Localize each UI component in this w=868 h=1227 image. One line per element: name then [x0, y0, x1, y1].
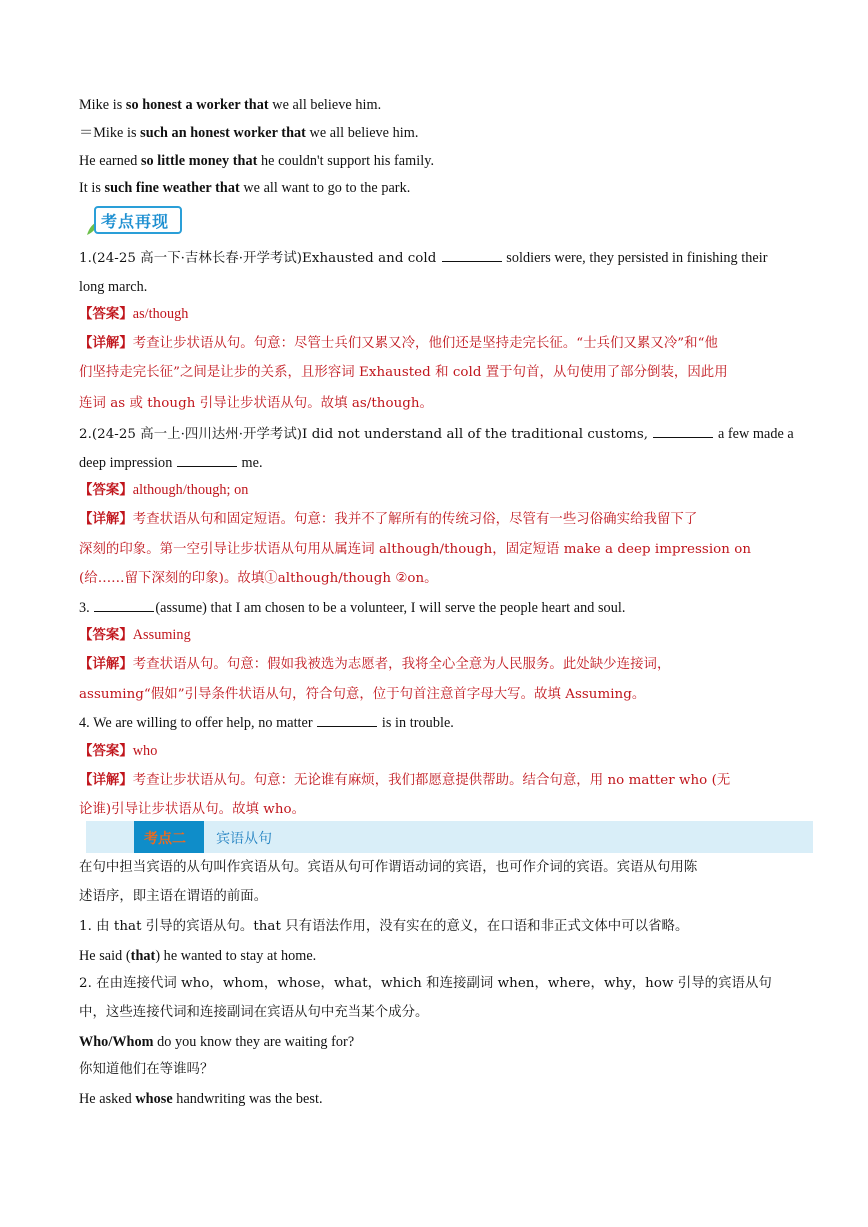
- answer-blank: [653, 425, 713, 438]
- answer-blank: [94, 599, 154, 612]
- example-sentence: [79, 179, 410, 197]
- example-sentence: [79, 96, 381, 114]
- rule-text: 1. 由 that 引导的宾语从句。that 只有语法作用，没有实在的意义，在口语和非正式文体中可以省略。: [79, 919, 689, 934]
- example-text: He asked: [79, 1091, 136, 1107]
- paragraph-text: 在句中担当宾语的从句叫作宾语从句。宾语从句可作谓语动词的宾语，也可作介词的宾语。宾语从句用陈: [79, 860, 698, 875]
- example-sentence: [79, 152, 434, 170]
- answer-tag: 【答案】: [79, 482, 133, 498]
- example-bold: such fine weather that: [104, 180, 240, 196]
- translation-text: 你知道他们在等谁吗？: [79, 1062, 214, 1077]
- answer-blank: [442, 249, 502, 262]
- example-sentence: [79, 1090, 323, 1108]
- detail-tag: 【详解】: [79, 772, 133, 788]
- answer-line: [79, 481, 248, 499]
- question-text: a few made a: [714, 426, 794, 442]
- question-text: is in trouble.: [378, 715, 454, 731]
- detail-text: 连词 as 或 though 引导让步状语从句。故填 as/though。: [79, 396, 433, 411]
- answer-blank: [177, 454, 237, 467]
- detail-text: 考查让步状语从句。句意：尽管士兵们又累又冷，他们还是坚持走完长征。“士兵们又累又冷”和“他: [132, 336, 718, 351]
- answer-line: [79, 742, 157, 760]
- detail-line: [79, 771, 730, 790]
- example-text: we all believe him.: [305, 125, 419, 141]
- example-bold: that: [130, 948, 156, 964]
- question-4: [79, 714, 454, 732]
- answer-tag: 【答案】: [79, 306, 133, 322]
- example-text: he couldn't support his family.: [257, 153, 435, 169]
- detail-line: [79, 510, 697, 529]
- rule-text: 2. 在由连接代词 who，whom，whose，what，which 和连接副词 when，where，why，how 引导的宾语从句: [79, 976, 772, 991]
- example-bold: so little money that: [140, 153, 258, 169]
- question-text: 2.(24-25 高一上·四川达州·开学考试)I did not understand all of the traditional customs,: [79, 427, 653, 442]
- detail-text: 论谁)引导让步状语从句。故填 who。: [79, 802, 306, 817]
- question-text: (assume) that I am chosen to be a volunteer, I will serve the people heart and soul.: [155, 600, 626, 616]
- question-text: deep impression: [79, 455, 176, 471]
- example-sentence: [79, 124, 418, 142]
- example-bold: whose: [135, 1091, 173, 1107]
- question-text: 3.: [79, 600, 94, 616]
- question-text: long march.: [79, 279, 148, 295]
- rule-text: 中，这些连接代词和连接副词在宾语从句中充当某个成分。: [79, 1005, 429, 1020]
- badge-label: 考点再现: [101, 212, 170, 231]
- example-sentence: [79, 1033, 354, 1051]
- example-text: Mike is: [79, 97, 126, 113]
- detail-text: 考查让步状语从句。句意：无论谁有麻烦，我们都愿意提供帮助。结合句意，用 no matter who (无: [132, 773, 731, 788]
- detail-line: [79, 334, 718, 353]
- answer-value: although/though; on: [132, 482, 249, 498]
- answer-value: Assuming: [132, 627, 191, 643]
- answer-line: [79, 626, 191, 644]
- example-text: ) he wanted to stay at home.: [155, 948, 317, 964]
- section-badge: [88, 204, 183, 236]
- example-text: do you know they are waiting for?: [153, 1034, 355, 1050]
- answer-tag: 【答案】: [79, 743, 133, 759]
- answer-tag: 【答案】: [79, 627, 133, 643]
- detail-text: 们坚持走完长征”之间是让步的关系，且形容词 Exhausted 和 cold 置于句首，从句使用了部分倒装，因此用: [79, 365, 728, 380]
- question-1: [79, 249, 768, 268]
- example-bold: Who/Whom: [79, 1034, 154, 1050]
- section-tag-label: 考点二: [144, 831, 186, 847]
- question-3: [79, 599, 625, 617]
- example-text: we all believe him.: [268, 97, 382, 113]
- answer-line: [79, 305, 188, 323]
- detail-tag: 【详解】: [79, 511, 133, 527]
- paragraph-text: 述语序，即主语在谓语的前面。: [79, 889, 268, 904]
- detail-text: 考查状语从句。句意：假如我被选为志愿者，我将全心全意为人民服务。此处缺少连接词，: [132, 657, 671, 672]
- section-title: 宾语从句: [216, 831, 272, 847]
- answer-blank: [317, 714, 377, 727]
- question-2: [79, 425, 794, 444]
- example-text: ＝Mike is: [79, 125, 141, 141]
- section-tag: [134, 821, 204, 853]
- example-sentence: [79, 947, 316, 965]
- detail-tag: 【详解】: [79, 335, 133, 351]
- detail-text: 考查状语从句和固定短语。句意：我并不了解所有的传统习俗，尽管有一些习俗确实给我留下了: [132, 512, 698, 527]
- example-text: He earned: [79, 153, 141, 169]
- example-text: He said (: [79, 948, 131, 964]
- answer-value: who: [132, 743, 158, 759]
- example-text: we all want to go to the park.: [239, 180, 411, 196]
- detail-line: [79, 655, 670, 674]
- question-text: [79, 454, 263, 472]
- question-text: soldiers were, they persisted in finishing their: [502, 250, 768, 266]
- detail-text: 深刻的印象。第一空引导让步状语从句用从属连词 although/though，固定短语 make a deep impression on: [79, 542, 752, 557]
- example-text: It is: [79, 180, 105, 196]
- detail-tag: 【详解】: [79, 656, 133, 672]
- example-text: handwriting was the best.: [172, 1091, 323, 1107]
- detail-text: assuming“假如”引导条件状语从句，符合句意，位于句首注意首字母大写。故填 Assuming。: [79, 687, 646, 702]
- example-bold: so honest a worker that: [125, 97, 269, 113]
- detail-text: (给……留下深刻的印象)。故填①although/though ②on。: [79, 571, 438, 586]
- example-bold: such an honest worker that: [140, 125, 306, 141]
- answer-value: as/though: [132, 306, 189, 322]
- question-text: me.: [237, 455, 263, 471]
- question-text: 1.(24-25 高一下·吉林长春·开学考试)Exhausted and cold: [79, 251, 441, 266]
- question-text: 4. We are willing to offer help, no matter: [79, 715, 317, 731]
